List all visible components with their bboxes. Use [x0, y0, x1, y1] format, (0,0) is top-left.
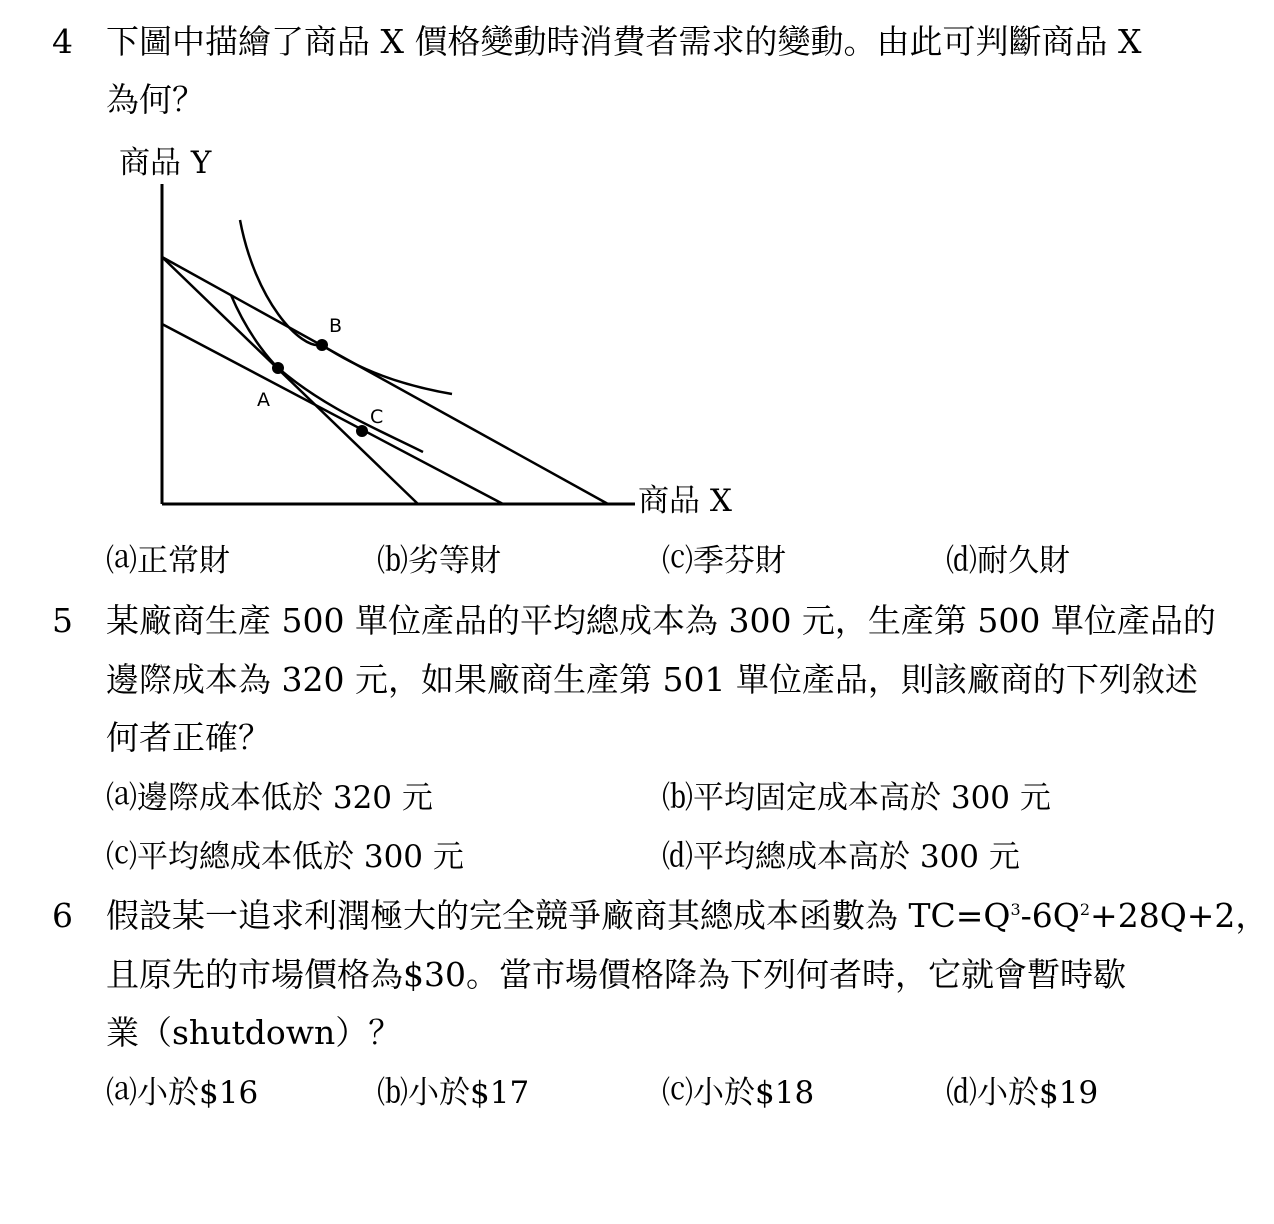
question-4-number: 4 — [52, 22, 73, 61]
indifference-curve-high — [240, 220, 452, 394]
question-6-option-a: ⒜小於$16 — [106, 1075, 259, 1111]
point-c-label: C — [370, 406, 384, 428]
indifference-curve-low — [231, 295, 423, 452]
question-4-line-2: 為何？ — [106, 80, 205, 119]
budget-indifference-graph — [100, 140, 760, 530]
question-4-option-b: ⒝劣等財 — [377, 543, 501, 579]
question-6-option-c: ⒞小於$18 — [662, 1075, 815, 1111]
x-axis-label: 商品 X — [638, 483, 732, 519]
point-b-marker — [316, 339, 328, 351]
question-6-line-1-suffix: +28Q+2， — [1090, 896, 1269, 935]
question-4-option-a: ⒜正常財 — [106, 543, 230, 579]
question-6-option-b: ⒝小於$17 — [377, 1075, 530, 1111]
question-5-option-b: ⒝平均固定成本高於 300 元 — [662, 780, 1051, 816]
point-b-label: B — [329, 315, 343, 337]
question-6-line-1-mid: -6Q — [1020, 896, 1080, 935]
graph-svg — [100, 140, 760, 530]
question-6-line-3: 業（shutdown）？ — [106, 1013, 402, 1052]
question-6-exponent-2: 2 — [1079, 900, 1091, 919]
question-5-number: 5 — [52, 601, 73, 640]
budget-line-outer — [162, 257, 608, 504]
question-6-line-1-prefix: 假設某一追求利潤極大的完全競爭廠商其總成本函數為 TC=Q — [106, 896, 1011, 935]
question-6-line-2: 且原先的市場價格為$30。當市場價格降為下列何者時，它就會暫時歇 — [106, 955, 1126, 994]
question-4-option-c: ⒞季芬財 — [662, 543, 786, 579]
budget-line-steep — [162, 257, 418, 504]
question-5-option-d: ⒟平均總成本高於 300 元 — [662, 839, 1020, 875]
point-a-marker — [272, 362, 284, 374]
y-axis-label: 商品 Y — [119, 145, 212, 181]
question-6-line-1 — [106, 896, 1268, 936]
point-c-marker — [356, 425, 368, 437]
question-6-exponent-3: 3 — [1010, 900, 1021, 919]
question-5-option-c: ⒞平均總成本低於 300 元 — [106, 839, 464, 875]
question-5-line-2: 邊際成本為 320 元，如果廠商生產第 501 單位產品，則該廠商的下列敘述 — [106, 660, 1198, 699]
question-5-line-3: 何者正確？ — [106, 718, 271, 757]
question-6-number: 6 — [52, 896, 73, 935]
question-4-option-d: ⒟耐久財 — [946, 543, 1070, 579]
question-6-option-d: ⒟小於$19 — [946, 1075, 1099, 1111]
point-a-label: A — [257, 389, 270, 411]
question-5-option-a: ⒜邊際成本低於 320 元 — [106, 780, 433, 816]
question-5-line-1: 某廠商生產 500 單位產品的平均總成本為 300 元，生產第 500 單位產品的 — [106, 601, 1216, 640]
question-4-line-1: 下圖中描繪了商品 X 價格變動時消費者需求的變動。由此可判斷商品 X — [106, 22, 1142, 61]
